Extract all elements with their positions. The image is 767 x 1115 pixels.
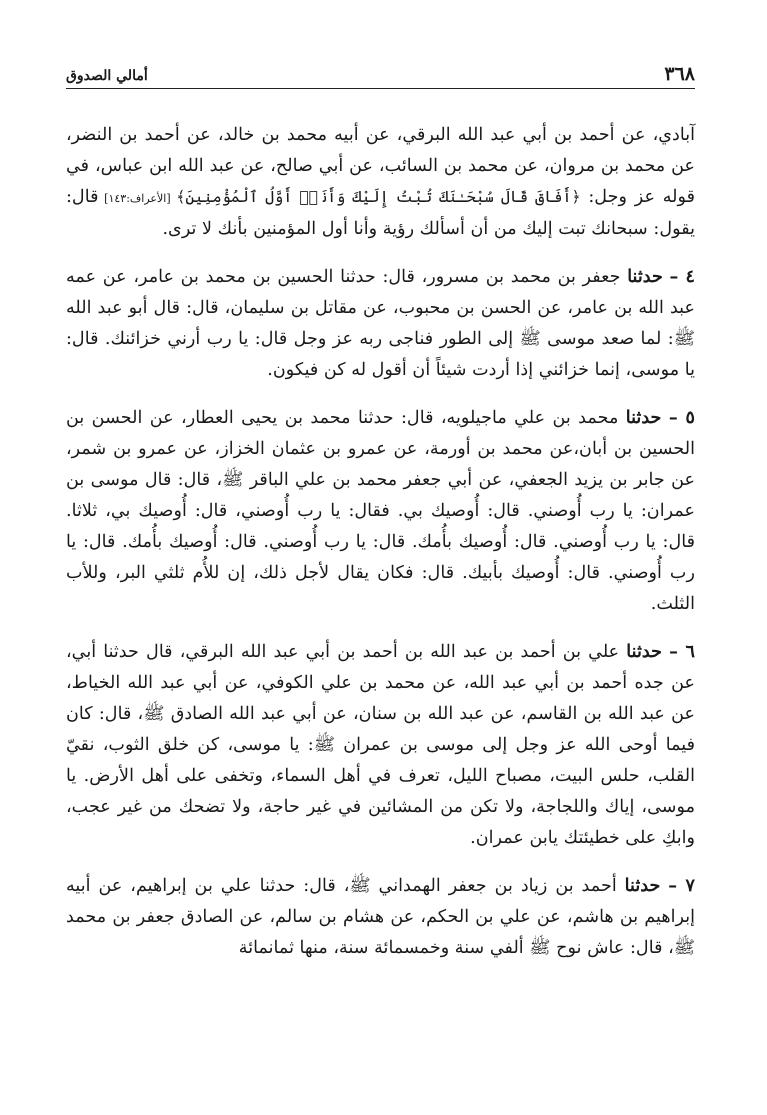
- hadith-text: جعفر بن محمد بن مسرور، قال: حدثنا الحسين بن محمد بن عامر، عن عمه عبد الله بن عامر، عن الحسن بن محبوب، عن مقاتل بن سليمان، قال: قال أبو عبد الله ﷺ: لما صعد موسى ﷺ إلى الطور فناجى ربه عز وجل قال: يا رب أرني خزائنك. قال: يا موسى، إنما خزائني إذا أردت شيئاً أن أقول له كن فيكون.: [66, 267, 695, 380]
- hadith-number: ٦ –: [669, 641, 695, 662]
- book-title: أمالي الصدوق: [66, 68, 148, 84]
- paragraph-text: قال: يقول: سبحانك تبت إليك من أن أسألك رؤية وأنا أول المؤمنين بأنك لا ترى.: [66, 187, 695, 239]
- page-number: ٣٦٨: [664, 63, 695, 85]
- hadith-text: أحمد بن زياد بن جعفر الهمداني ﷺ، قال: حدثنا علي بن إبراهيم، عن أبيه إبراهيم بن هاشم، عن علي بن الحكم، عن هشام بن سالم، عن الصادق جعفر بن محمد ﷺ، قال: عاش نوح ﷺ ألفي سنة وخمسمائة سنة، منها ثمانمائة: [66, 876, 695, 958]
- page-header: [66, 62, 695, 89]
- hadith-lead: حدثنا: [626, 641, 662, 662]
- paragraph-continued: [66, 120, 695, 245]
- hadith-text: علي بن أحمد بن عبد الله بن أحمد بن أبي عبد الله البرقي، قال حدثنا أبي، عن جده أحمد بن أبي عبد الله، عن محمد بن علي الكوفي، عن أبي عبد الله الخياط، عن عبد الله بن القاسم، عن عبد الله بن سنان، عن أبي عبد الله الصادق ﷺ، قال: كان فيما أوحى الله عز وجل إلى موسى بن عمران ﷺ: يا موسى، كن خلق الثوب، نقيّ القلب، حلس البيت، مصباح الليل، تعرف في أهل السماء، وتخفى على أهل الأرض. يا موسى، إياك واللجاجة، ولا تكن من المشائين في غير حاجة، ولا تضحك من غير عجب، وابكِ على خطيئتك يابن عمران.: [66, 642, 695, 848]
- page-body: [66, 120, 695, 980]
- hadith-5: [66, 402, 695, 620]
- hadith-number: ٥ –: [668, 407, 695, 428]
- hadith-4: [66, 261, 695, 386]
- hadith-number: ٤ –: [669, 266, 695, 287]
- hadith-lead: حدثنا: [624, 875, 661, 896]
- verse-reference: [الأعراف:١٤٣]: [98, 192, 177, 205]
- hadith-lead: حدثنا: [627, 266, 663, 287]
- paragraph-text: آبادي، عن أحمد بن أبي عبد الله البرقي، عن أبيه محمد بن خالد، عن أحمد بن النضر، عن محمد بن مروان، عن محمد بن السائب، عن أبي صالح، عن عبد الله ابن عباس، في قوله عز وجل:: [66, 125, 695, 207]
- hadith-7: [66, 870, 695, 964]
- hadith-text: محمد بن علي ماجيلويه، قال: حدثنا محمد بن يحيى العطار، عن الحسن بن الحسين بن أبان،عن محمد بن أورمة، عن عمرو بن عثمان الخزاز، عن عمرو بن شمر، عن جابر بن يزيد الجعفي، عن أبي جعفر محمد بن علي الباقر ﷺ، قال: قال موسى بن عمران: يا رب أُوصني. قال: أُوصيك بي. فقال: يا رب أُوصني، قال: أُوصيك بي، ثلاثا. قال: يا رب أُوصني. قال: أُوصيك بأُمك. قال: يا رب أُوصني. قال: أُوصيك بأُمك. قال: يا رب أُوصني. قال: أُوصيك بأبيك. قال: فكان يقال لأجل ذلك، إن للأُم ثلثي البر، وللأب الثلث.: [66, 408, 695, 614]
- hadith-number: ٧ –: [668, 875, 695, 896]
- hadith-lead: حدثنا: [625, 407, 662, 428]
- hadith-6: [66, 636, 695, 854]
- quran-verse: ﴿أَفَاقَ قَالَ سُبْحَـٰنَكَ تُبْتُ إِلَيْكَ وَأَنَا۠ أَوَّلُ ٱلْمُؤْمِنِينَ﴾: [176, 188, 581, 206]
